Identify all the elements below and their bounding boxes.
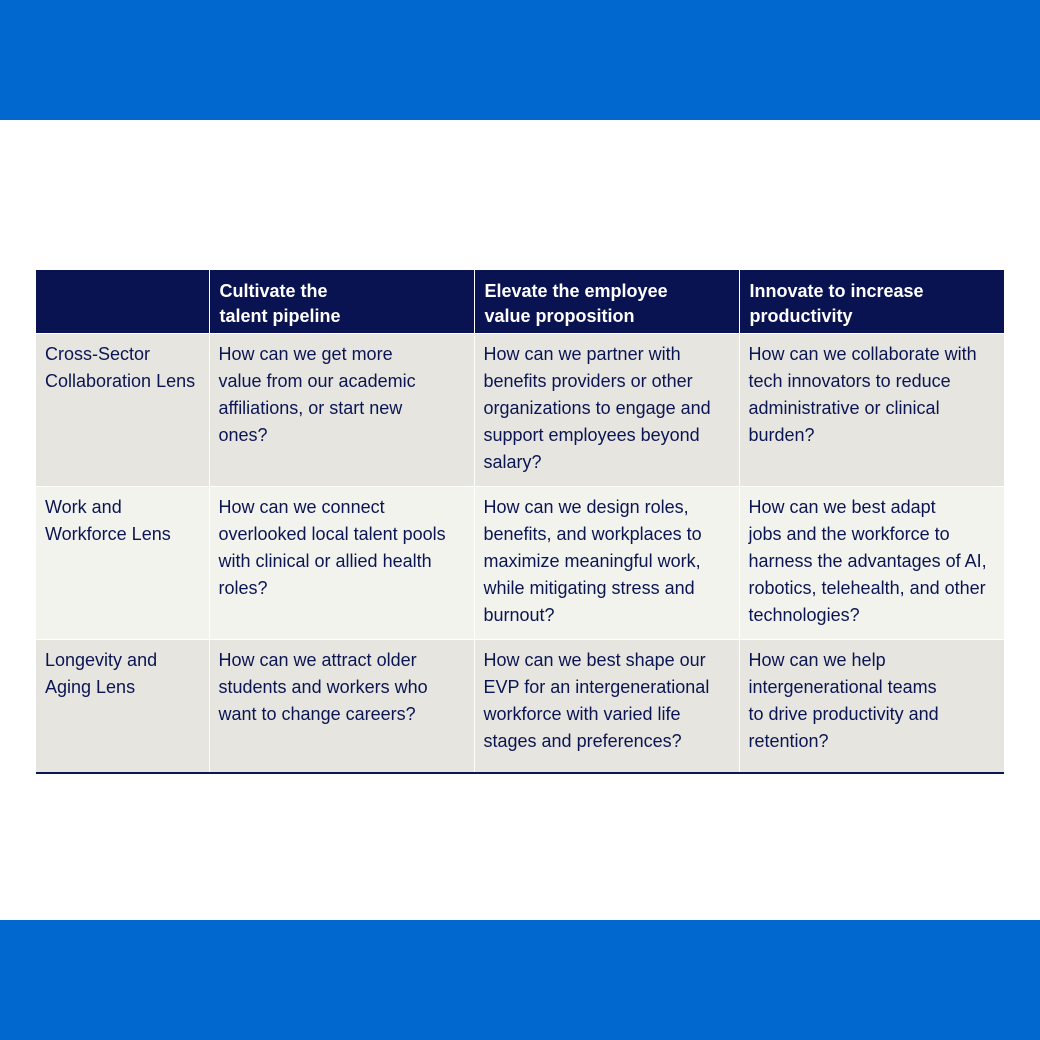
bottom-color-band — [0, 920, 1040, 1040]
table-row — [36, 640, 1004, 773]
table-cell: How can we partner with benefits providers or other organizations to engage and support employees beyond salary? — [474, 334, 739, 487]
table-cell: How can we attract older students and workers who want to change careers? — [209, 640, 474, 773]
row-lens-label: Longevity and Aging Lens — [36, 640, 209, 773]
table-cell: How can we connect overlooked local talent pools with clinical or allied health roles? — [209, 487, 474, 640]
table-cell: How can we help intergenerational teams to drive productivity and retention? — [739, 640, 1004, 773]
header-elevate-employee-value: Elevate the employee value proposition — [474, 270, 739, 334]
table-cell: How can we collaborate with tech innovators to reduce administrative or clinical burden? — [739, 334, 1004, 487]
header-corner-cell — [36, 270, 209, 334]
table-cell: How can we best shape our EVP for an intergenerational workforce with varied life stages and preferences? — [474, 640, 739, 773]
top-color-band — [0, 0, 1040, 120]
table-row — [36, 334, 1004, 487]
table-cell: How can we get more value from our academic affiliations, or start new ones? — [209, 334, 474, 487]
table-cell: How can we best adapt jobs and the workforce to harness the advantages of AI, robotics, telehealth, and other technologies? — [739, 487, 1004, 640]
table-row — [36, 487, 1004, 640]
table-cell: How can we design roles, benefits, and workplaces to maximize meaningful work, while mitigating stress and burnout? — [474, 487, 739, 640]
table-header-row — [36, 270, 1004, 334]
row-lens-label: Work and Workforce Lens — [36, 487, 209, 640]
strategy-matrix-table — [36, 270, 1004, 774]
header-innovate-productivity: Innovate to increase productivity — [739, 270, 1004, 334]
header-cultivate-talent-pipeline: Cultivate the talent pipeline — [209, 270, 474, 334]
row-lens-label: Cross-Sector Collaboration Lens — [36, 334, 209, 487]
